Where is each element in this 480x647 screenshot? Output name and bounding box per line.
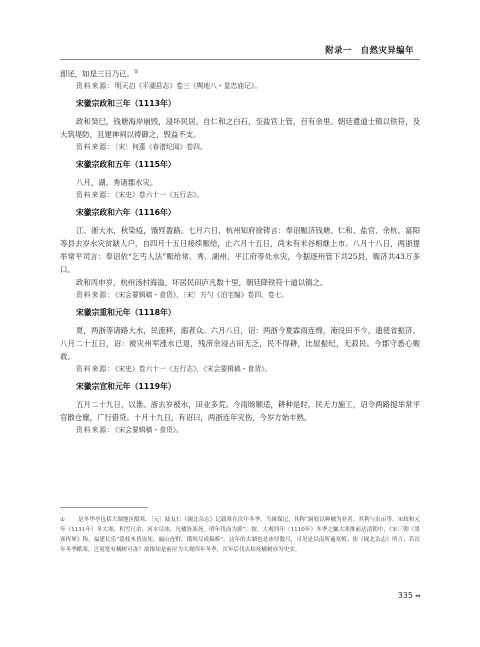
source-label: 资料来源：	[76, 365, 115, 374]
source-text: 《宋会要辑稿・食货》。	[114, 426, 183, 435]
section-title: 宋徽宗政和五年（1115年）	[76, 160, 176, 170]
source-text: 《宋史》卷六十一《五行志》。	[114, 191, 204, 200]
main-content	[60, 66, 420, 436]
section-paragraph: 五月二十九日，以淮、浙去岁被水，田业多荒。今雨旸顺适，耕种是时，民无力施工，诏令两路提举常平官散仓廪，广行借贷。十月十九日，有诏曰，两浙连年灾伤，今岁方始丰熟。	[60, 400, 420, 423]
source-text: 〔宋〕何薳《春渚纪闻》卷四。	[114, 143, 207, 152]
section-source	[60, 189, 420, 201]
section-source	[60, 289, 420, 301]
section-1116	[60, 207, 420, 301]
intro-paragraph	[60, 66, 420, 80]
source-text: 《宋会要辑稿・食货》，〔宋〕方勺《泊宅编》卷四、卷七。	[114, 291, 289, 300]
intro-source	[60, 80, 420, 92]
source-label: 资料来源：	[76, 143, 115, 152]
page-mark-icon: ◂◂	[414, 592, 420, 599]
section-paragraph: 八月，湖、秀诸郡水灾。	[76, 178, 158, 188]
section-paragraph: 夏，两浙等诸路大水，民流移，溺者众。六月八日，诏：两浙今夏霖雨连绵，淹没田不少，遗使省振济。八月二十五日，诏：被灾州军涨水已退，残涝余浸占田无乏，民不得耕，比屋振纪，无菽民。今郡守悉心赈救。	[60, 326, 420, 362]
source-label: 资料来源：	[76, 291, 115, 300]
page-number	[398, 591, 420, 600]
section-paragraph: 政和癸巳，钱塘海岸崩毁，浸坏民居。自仁和之白石，至盐官上管，百有余里。朝廷遣道士镇以铁符，及大筑堤防，且建神祠以祷御之，毁益不支。	[60, 117, 420, 140]
page-number-text: 335	[397, 591, 413, 600]
section-paragraph: 江、浙大水，秋染疫，饿殍盈路。七月六日，杭州知府徐铸言：奉诏赈济钱塘、仁和、盐官、余杭、富阳等县去岁水灾贫缺人户，自四月十五日接续赈给，止六月十五日，尚未有米谷相继上市。八月十八日，两浙提举常平司言：奉诏依“乞丐人法”赈给常、秀、湖州、平江府等处水灾，今据逐州管下共25县，赈济共43万多口。	[60, 226, 420, 275]
footnote-rule	[60, 507, 148, 508]
section-title: 宋徽宗重和元年（1118年）	[76, 308, 176, 318]
section-paragraph: 政和丙申岁，杭州汤村海溢，坏居民田庐凡数十里，朝廷降铁符十道以镇之。	[76, 278, 328, 288]
section-1115	[60, 159, 420, 201]
section-title: 宋徽宗政和六年（1116年）	[76, 208, 176, 218]
footnote	[60, 515, 420, 555]
source-label: 资料来源：	[76, 191, 115, 200]
source-text: 明天启《平湖县志》卷三《舆地八・显忠庙记》。	[114, 82, 262, 91]
intro-text: 即还，如是三日乃已。	[60, 69, 134, 79]
section-1113	[60, 98, 420, 153]
source-label: 资料来源：	[76, 426, 115, 435]
header-rule	[60, 59, 420, 60]
section-title: 宋徽宗政和三年（1113年）	[76, 99, 176, 109]
footnote-marker: ①	[60, 517, 66, 523]
source-text: 《宋史》卷六十一《五行志》，《宋会要辑稿・食货》。	[114, 365, 272, 374]
section-title: 宋徽宗宣和元年（1119年）	[76, 382, 176, 392]
footnote-ref: ①	[133, 69, 139, 75]
running-header: 附录一 自然灾异编年	[325, 45, 414, 55]
section-1119	[60, 381, 420, 436]
section-source	[60, 363, 420, 375]
section-source	[60, 424, 420, 436]
source-label: 资料来源：	[76, 82, 115, 91]
section-source	[60, 141, 420, 153]
footnote-text: 是冬华亭包括大湖地区酷寒。〔元〕陆友仁《砚北杂志》记载寒在次年冬季，当属保记，其称“洞庭以种橘为业者，其利与农亩等。宋政和元年（1111年）冬大寒，积雪尺余，河水尽冰，凡橘皆冻死。明年伐而为薪”。按，大观四年（1110年）冬季之嫌大寒推前达清朝中，《宋三朝（墨客挥犀》称，福建长乐”荔枝木皆冻死，遍山连野，俄顷尽成稿柝”。这年的太湖也是冰厚数尺，可见是以南所遍寒植。依《砚北杂志》所言，若次年冬季酷寒，岂更宽有橘树可冻？故推知是前应为大观四年冬季，次年后伐去枯死橘树亦为史实。	[60, 517, 420, 553]
section-1118	[60, 307, 420, 375]
